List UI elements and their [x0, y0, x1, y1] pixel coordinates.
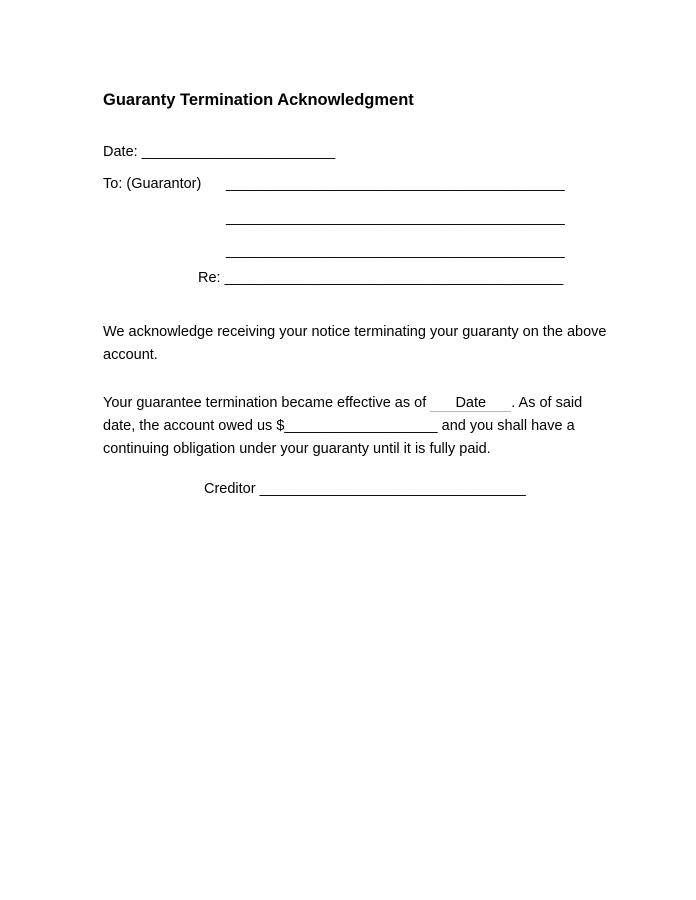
creditor-label: Creditor [204, 481, 256, 497]
to-line-3: __________________________________________ [226, 243, 565, 259]
to-label: To: (Guarantor) [103, 176, 202, 192]
paragraph2-line3: continuing obligation under your guaranty until it is fully paid. [103, 441, 491, 457]
effective-date-field[interactable]: Date [430, 396, 511, 412]
document-title: Guaranty Termination Acknowledgment [103, 91, 414, 109]
date-label: Date: [103, 144, 138, 160]
re-line [198, 269, 563, 287]
to-line-1: __________________________________________ [226, 176, 565, 192]
to-line-2: __________________________________________ [226, 210, 565, 226]
creditor-line [204, 480, 526, 498]
re-blank: __________________________________________ [224, 270, 564, 286]
paragraph1-line2: account. [103, 347, 158, 363]
paragraph2-text-after: . As of said [511, 395, 583, 411]
paragraph2-line1 [103, 394, 582, 412]
paragraph2-line2: date, the account owed us $___________________ and you shall have a [103, 418, 575, 434]
paragraph1-line1: We acknowledge receiving your notice terminating your guaranty on the above [103, 324, 607, 340]
re-label: Re: [198, 270, 221, 286]
date-line [103, 143, 335, 161]
paragraph2-text-before: Your guarantee termination became effective as of [103, 395, 431, 411]
date-blank: ________________________ [141, 144, 336, 160]
creditor-blank: _________________________________ [259, 481, 526, 497]
